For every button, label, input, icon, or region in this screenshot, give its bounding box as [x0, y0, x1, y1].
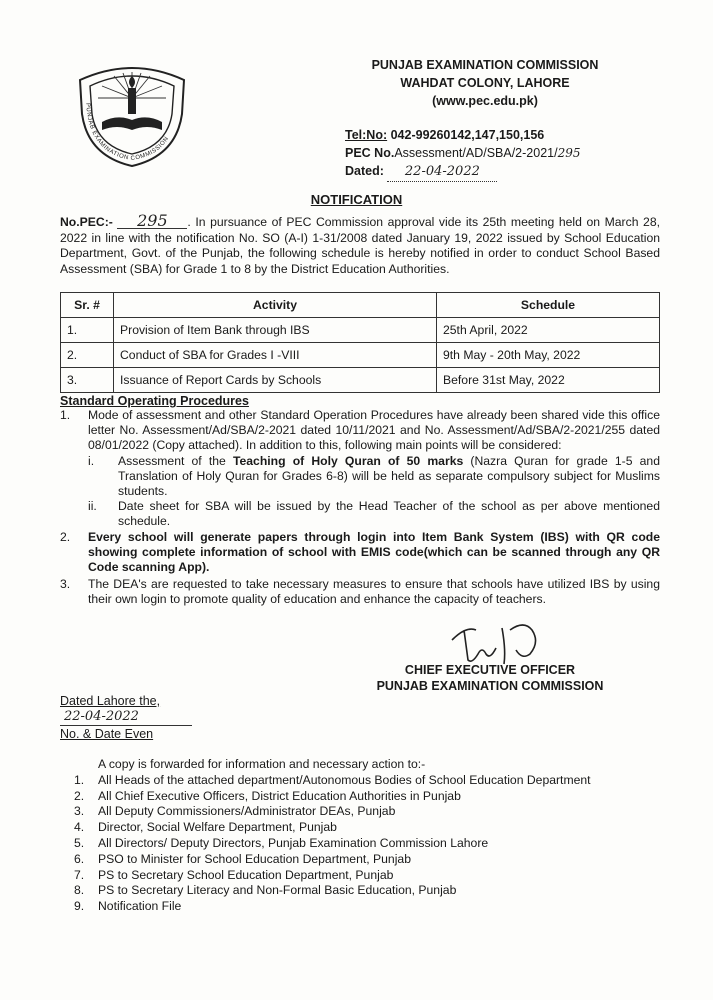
dated-lahore-handwritten: 22-04-2022 [60, 709, 192, 726]
list-item-number: 8. [74, 883, 85, 898]
list-item-text: PS to Secretary Literacy and Non-Formal Basic Education, Punjab [98, 883, 457, 898]
copy-intro: A copy is forwarded for information and necessary action to:- [98, 757, 426, 771]
org-address: WAHDAT COLONY, LAHORE [400, 76, 570, 90]
list-item-text: All Deputy Commissioners/Administrator DEAs, Punjab [98, 804, 396, 819]
copy-forwarded [60, 757, 680, 915]
table-row [61, 343, 660, 368]
signature-scribble [446, 620, 556, 668]
pec-logo [72, 58, 192, 168]
list-item-text: PS to Secretary School Education Department, Punjab [98, 867, 394, 882]
notification-no-label: No.PEC:- [60, 215, 113, 229]
list-item-text: Director, Social Welfare Department, Punjab [98, 820, 337, 835]
dated-handwritten: 22-04-2022 [387, 163, 497, 182]
sop-title: Standard Operating Procedures [60, 394, 249, 408]
sop-subitem-text: Date sheet for SBA will be issued by the Head Teacher of the school as per above mentioned schedule. [118, 498, 660, 528]
cell-activity: Provision of Item Bank through IBS [114, 318, 437, 343]
sop-item-text: Every school will generate papers through login into Item Bank System (IBS) with QR code showing complete information of school with EMIS code(which can be scanned through any QR Code scanning App). [88, 530, 660, 574]
table-row [61, 368, 660, 393]
col-sr: Sr. # [61, 293, 114, 318]
logo-book [102, 117, 162, 130]
list-item-number: 2. [74, 788, 85, 803]
list-item [60, 868, 680, 884]
list-item [60, 836, 680, 852]
ref-label: PEC No. [345, 146, 395, 160]
sop-subitem-text-post: (Nazra Quran for grade 1-5 and Translation of Holy Quran for Grades 6-8) will be held as separate compulsory subject for Muslims students. [118, 454, 660, 498]
list-item-number: 5. [74, 835, 85, 850]
list-item [60, 883, 680, 899]
list-item [60, 899, 680, 915]
table-row [61, 318, 660, 343]
col-schedule: Schedule [437, 293, 660, 318]
sop-subitem-number: i. [88, 454, 95, 469]
dated-lahore-label: Dated Lahore the, [60, 694, 161, 708]
logo-ring-text: PUNJAB EXAMINATION COMMISSION [84, 102, 171, 163]
cell-sr: 3. [61, 368, 114, 393]
signature-block [360, 662, 620, 694]
list-item [60, 804, 680, 820]
sop-item-text: Mode of assessment and other Standard Operation Procedures have already been shared vide this office letter No. Assessment/Ad/SBA/2-2021 dated 10/11/2021 and No. Assessment/Ad/SBA/2-2021/255 dated 08/01/2022 (Copy attached). In addition to this, following main points will be considered: [88, 408, 660, 452]
signatory-org: PUNJAB EXAMINATION COMMISSION [376, 679, 604, 693]
logo-torch [128, 88, 136, 114]
list-item-number: 4. [74, 820, 85, 835]
list-item [60, 852, 680, 868]
list-item-number: 7. [74, 867, 85, 882]
sop-subitem-i [60, 454, 660, 498]
cell-schedule: 25th April, 2022 [437, 318, 660, 343]
sop-item-3 [60, 577, 660, 607]
org-website: (www.pec.edu.pk) [432, 94, 538, 108]
list-item [60, 789, 680, 805]
list-item-number: 1. [74, 772, 85, 787]
list-item-number: 6. [74, 851, 85, 866]
sop-item-number: 2. [60, 530, 71, 545]
sop-list [60, 408, 660, 608]
sop-subitem-ii [60, 499, 660, 529]
schedule-table [60, 292, 660, 393]
notification-body [60, 211, 660, 277]
notification-text: . In pursuance of PEC Commission approval vide its 25th meeting held on March 28, 2022 in line with the notification No. SO (A-I) 1-31/2008 dated January 19, 2022 issued by School Education Department, Govt. of the Punjab, the following schedule is hereby notified in order to conduct School Based Assessment (SBA) for Grade 1 to 8 by the District Education Authorities. [60, 215, 660, 276]
list-item [60, 820, 680, 836]
list-item-text: All Heads of the attached department/Autonomous Bodies of School Education Department [98, 772, 591, 787]
sop-item-1 [60, 408, 660, 452]
notification-no-handwritten: 295 [117, 214, 187, 229]
org-name: PUNJAB EXAMINATION COMMISSION [371, 58, 599, 72]
ref-number: Assessment/AD/SBA/2-2021/ [394, 146, 558, 160]
sop-subitem-number: ii. [88, 498, 97, 513]
list-item-text: All Chief Executive Officers, District Education Authorities in Punjab [98, 788, 461, 803]
dated-label: Dated: [345, 164, 384, 178]
list-item [60, 773, 680, 789]
list-item-number: 9. [74, 899, 85, 914]
cell-schedule: Before 31st May, 2022 [437, 368, 660, 393]
sop-item-number: 1. [60, 408, 71, 422]
cell-sr: 2. [61, 343, 114, 368]
list-item-text: PSO to Minister for School Education Department, Punjab [98, 851, 411, 866]
cell-schedule: 9th May - 20th May, 2022 [437, 343, 660, 368]
notification-title: NOTIFICATION [310, 192, 403, 207]
no-date-even: No. & Date Even [60, 727, 154, 741]
list-item-text: All Directors/ Deputy Directors, Punjab Examination Commission Lahore [98, 835, 489, 850]
sop-item-text: The DEA's are requested to take necessary measures to ensure that schools have utilized IBS by using their own login to promote quality of education and enhance the capacity of teachers. [88, 576, 660, 606]
col-activity: Activity [114, 293, 437, 318]
logo-flame [129, 76, 135, 88]
sop-item-number: 3. [60, 576, 71, 591]
sop-subitem-text-pre: Assessment of the [118, 454, 233, 469]
list-item-text: Notification File [98, 899, 182, 914]
sop-subitem-text-bold: Teaching of Holy Quran of 50 marks [232, 454, 464, 469]
schedule-header-row [61, 293, 660, 318]
ref-handwritten: 295 [557, 146, 581, 160]
tel-label: Tel:No: [345, 128, 388, 142]
list-item-number: 3. [74, 804, 85, 819]
letterhead [335, 56, 635, 110]
cell-activity: Issuance of Report Cards by Schools [114, 368, 437, 393]
tel-number: 042-99260142,147,150,156 [390, 128, 545, 142]
signatory-title: CHIEF EXECUTIVE OFFICER [404, 663, 576, 677]
dated-block [60, 693, 192, 742]
reference-block [335, 126, 635, 182]
sop-item-2 [60, 530, 660, 574]
cell-activity: Conduct of SBA for Grades I -VIII [114, 343, 437, 368]
cell-sr: 1. [61, 318, 114, 343]
